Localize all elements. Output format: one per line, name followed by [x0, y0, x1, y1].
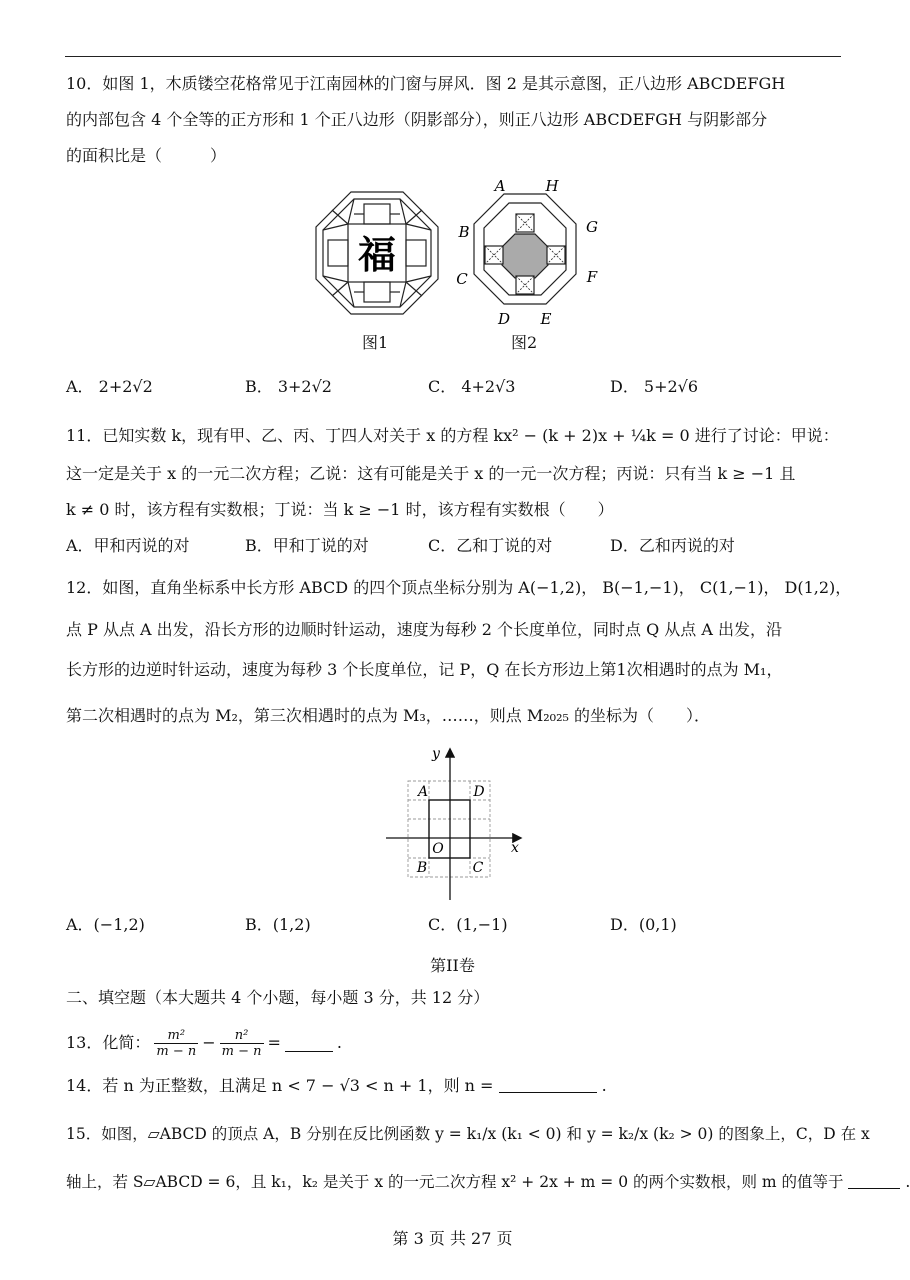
q12-line-4: 第二次相遇时的点为 M₂，第三次相遇时的点为 M₃，……，则点 M₂₀₂₅ 的坐标为（ ）．: [66, 706, 710, 725]
q10-figure-2: [452, 176, 612, 332]
q13-den2: m − n: [221, 1043, 262, 1059]
q10-fig1-caption: 图1: [362, 333, 389, 352]
q14: [66, 1076, 607, 1096]
q15-line-2: [66, 1172, 910, 1192]
q13-fraction-2: [220, 1028, 264, 1059]
q13-end: .: [336, 1033, 342, 1052]
header-rule: [65, 56, 841, 57]
label-H: H: [545, 177, 559, 195]
q10-option-b: B． 3+2√2: [245, 377, 332, 396]
q10-line-3: 的面积比是（ ）: [66, 146, 227, 165]
page-footer: 第 3 页 共 27 页: [392, 1229, 513, 1248]
label-B: B: [416, 860, 428, 876]
q11-option-d: D．乙和丙说的对: [610, 536, 735, 555]
axis-label-x: x: [511, 840, 519, 856]
q10-line-1: 10．如图 1，木质镂空花格常见于江南园林的门窗与屏风．图 2 是其示意图，正八边形 ABCDEFGH: [66, 74, 786, 93]
q13: [66, 1022, 342, 1064]
label-A: A: [494, 177, 506, 195]
q13-fraction-1: [154, 1028, 198, 1059]
q13-num1: m²: [167, 1027, 186, 1043]
q12-option-b: B．(1,2): [245, 915, 311, 934]
axis-label-y: y: [432, 746, 440, 762]
q15-line-1: 15．如图，▱ABCD 的顶点 A，B 分别在反比例函数 y = k₁/x (k₁ < 0) 和 y = k₂/x (k₂ > 0) 的图象上，C，D 在 x: [66, 1125, 870, 1143]
label-origin: O: [432, 841, 444, 857]
label-A: A: [417, 784, 429, 800]
q10-figure-1: [314, 190, 440, 316]
label-F: F: [586, 268, 598, 286]
q11-option-c: C．乙和丁说的对: [428, 536, 553, 555]
q12-line-2: 点 P 从点 A 出发，沿长方形的边顺时针运动，速度为每秒 2 个长度单位，同时点 Q 从点 A 出发，沿: [66, 620, 783, 639]
q12-line-1: 12．如图，直角坐标系中长方形 ABCD 的四个顶点坐标分别为 A(−1,2)， B(−1,−1)， C(1,−1)， D(1,2)，: [66, 578, 852, 597]
q12-option-c: C．(1,−1): [428, 915, 508, 934]
q12-line-3: 长方形的边逆时针运动，速度为每秒 3 个长度单位，记 P，Q 在长方形边上第1次相遇时的点为 M₁，: [66, 660, 783, 679]
q10-option-c: C． 4+2√3: [428, 377, 516, 396]
q14-end: .: [601, 1076, 607, 1095]
q12-option-a: A．(−1,2): [66, 915, 145, 934]
q13-minus: −: [202, 1033, 216, 1052]
q13-num2: n²: [234, 1027, 249, 1043]
section-2-heading: 二、填空题（本大题共 4 个小题，每小题 3 分，共 12 分）: [66, 988, 490, 1007]
fu-character: 福: [357, 232, 397, 277]
q12-option-d: D．(0,1): [610, 915, 677, 934]
label-G: G: [586, 218, 598, 236]
q15-answer-blank[interactable]: [848, 1172, 900, 1189]
label-B: B: [458, 223, 470, 241]
label-E: E: [540, 310, 552, 328]
label-C: C: [456, 270, 468, 288]
q12-coordinate-figure: [380, 744, 530, 904]
q13-equals: =: [267, 1033, 281, 1052]
q10-line-2: 的内部包含 4 个全等的正方形和 1 个正八边形（阴影部分），则正八边形 ABCDEFGH 与阴影部分: [66, 110, 768, 129]
q11-option-b: B．甲和丁说的对: [245, 536, 369, 555]
q13-prefix: 13．化简：: [66, 1033, 151, 1052]
q11-option-a: A．甲和丙说的对: [66, 536, 190, 555]
q11-line-2: 这一定是关于 x 的一元二次方程；乙说：这有可能是关于 x 的一元一次方程；丙说：只有当 k ≥ −1 且: [66, 464, 796, 483]
q11-line-3: k ≠ 0 时，该方程有实数根；丁说：当 k ≥ −1 时，该方程有实数根（ ）: [66, 500, 614, 519]
q13-answer-blank[interactable]: [285, 1035, 333, 1052]
label-D: D: [473, 784, 485, 800]
q15-end: .: [905, 1173, 910, 1191]
label-C: C: [472, 860, 484, 876]
q15-text: 轴上，若 S▱ABCD = 6，且 k₁，k₂ 是关于 x 的一元二次方程 x² + 2x + m = 0 的两个实数根，则 m 的值等于: [66, 1173, 844, 1191]
q10-option-d: D． 5+2√6: [610, 377, 699, 396]
q10-fig2-caption: 图2: [511, 333, 538, 352]
volume-2-title: 第II卷: [430, 956, 475, 975]
q14-text: 14．若 n 为正整数，且满足 n < 7 − √3 < n + 1，则 n =: [66, 1076, 494, 1095]
q10-option-a: A． 2+2√2: [66, 377, 153, 396]
label-D: D: [497, 310, 511, 328]
q11-line-1: 11．已知实数 k，现有甲、乙、丙、丁四人对关于 x 的方程 kx² − (k + 2)x + ¼k = 0 进行了讨论：甲说：: [66, 426, 839, 445]
q14-answer-blank[interactable]: [499, 1076, 597, 1093]
q13-den1: m − n: [156, 1043, 197, 1059]
